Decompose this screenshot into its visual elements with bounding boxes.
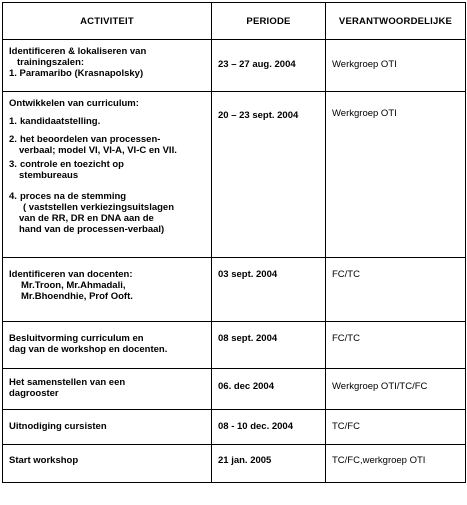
period-value: 03 sept. 2004 [218, 269, 278, 280]
list-item [9, 134, 207, 156]
activity-line: Start workshop [9, 455, 79, 466]
responsible-cell [326, 445, 466, 483]
activity-line: Mr.Bhoendhie, Prof Ooft. [21, 291, 133, 302]
activity-line: Mr.Troon, Mr.Ahmadali, [21, 280, 126, 291]
responsible-value: Werkgroep OTI [332, 108, 397, 119]
period-value: 20 – 23 sept. 2004 [218, 110, 299, 121]
activity-cell [3, 322, 212, 369]
responsible-value: Werkgroep OTI [332, 59, 397, 70]
item-text: het beoordelen van processen- [20, 134, 161, 145]
activity-cell [3, 40, 212, 92]
period-value: 08 - 10 dec. 2004 [218, 421, 293, 432]
item-text: controle en toezicht op [20, 159, 124, 170]
header-activity: ACTIVITEIT [3, 3, 212, 40]
item-number: 1. [9, 116, 17, 127]
responsible-cell [326, 92, 466, 258]
header-responsible: VERANTWOORDELIJKE [326, 3, 466, 40]
period-cell [212, 410, 326, 445]
activity-cell [3, 369, 212, 410]
period-value: 06. dec 2004 [218, 381, 274, 392]
activity-line: 1. Paramaribo (Krasnapolsky) [9, 68, 144, 79]
activity-line: Uitnodiging cursisten [9, 421, 107, 432]
period-value: 21 jan. 2005 [218, 455, 272, 466]
table-row [3, 258, 466, 322]
activity-title: Ontwikkelen van curriculum: [9, 98, 139, 109]
schedule-table [2, 2, 466, 483]
period-cell [212, 258, 326, 322]
period-cell [212, 40, 326, 92]
responsible-cell [326, 40, 466, 92]
period-cell [212, 92, 326, 258]
responsible-value: TC/FC [332, 421, 360, 432]
period-cell [212, 322, 326, 369]
period-cell [212, 445, 326, 483]
responsible-cell [326, 369, 466, 410]
responsible-value: FC/TC [332, 269, 360, 280]
table-row [3, 410, 466, 445]
list-item [9, 159, 207, 181]
responsible-cell [326, 258, 466, 322]
list-item [9, 191, 207, 235]
activity-cell [3, 92, 212, 258]
item-text: stembureaus [19, 170, 79, 181]
table-row [3, 369, 466, 410]
activity-line: Identificeren van docenten: [9, 269, 133, 280]
table-row [3, 92, 466, 258]
period-value: 23 – 27 aug. 2004 [218, 59, 296, 70]
item-text: hand van de processen-verbaal) [19, 224, 165, 235]
activity-line: Identificeren & lokaliseren van [9, 46, 147, 57]
item-number: 3. [9, 159, 17, 170]
item-number: 4. [9, 191, 17, 202]
activity-cell [3, 410, 212, 445]
header-row [3, 3, 466, 40]
list-item [9, 116, 207, 127]
period-cell [212, 369, 326, 410]
table-row [3, 40, 466, 92]
activity-line: dagrooster [9, 388, 59, 399]
responsible-value: FC/TC [332, 333, 360, 344]
item-number: 2. [9, 134, 17, 145]
activity-line: dag van de workshop en docenten. [9, 344, 168, 355]
period-value: 08 sept. 2004 [218, 333, 278, 344]
header-period: PERIODE [212, 3, 326, 40]
responsible-cell [326, 322, 466, 369]
item-text: proces na de stemming [20, 191, 127, 202]
activity-cell [3, 445, 212, 483]
table-row [3, 445, 466, 483]
responsible-value: TC/FC,werkgroep OTI [332, 455, 426, 466]
item-text: ( vaststellen verkiezingsuitslagen [23, 202, 175, 213]
item-text: verbaal; model VI, VI-A, VI-C en VII. [19, 145, 177, 156]
responsible-value: Werkgroep OTI/TC/FC [332, 381, 428, 392]
item-text: kandidaatstelling. [20, 116, 101, 127]
activity-line: trainingszalen: [17, 57, 85, 68]
responsible-cell [326, 410, 466, 445]
activity-line: Het samenstellen van een [9, 377, 126, 388]
item-text: van de RR, DR en DNA aan de [19, 213, 154, 224]
activity-line: Besluitvorming curriculum en [9, 333, 144, 344]
activity-cell [3, 258, 212, 322]
table-row [3, 322, 466, 369]
